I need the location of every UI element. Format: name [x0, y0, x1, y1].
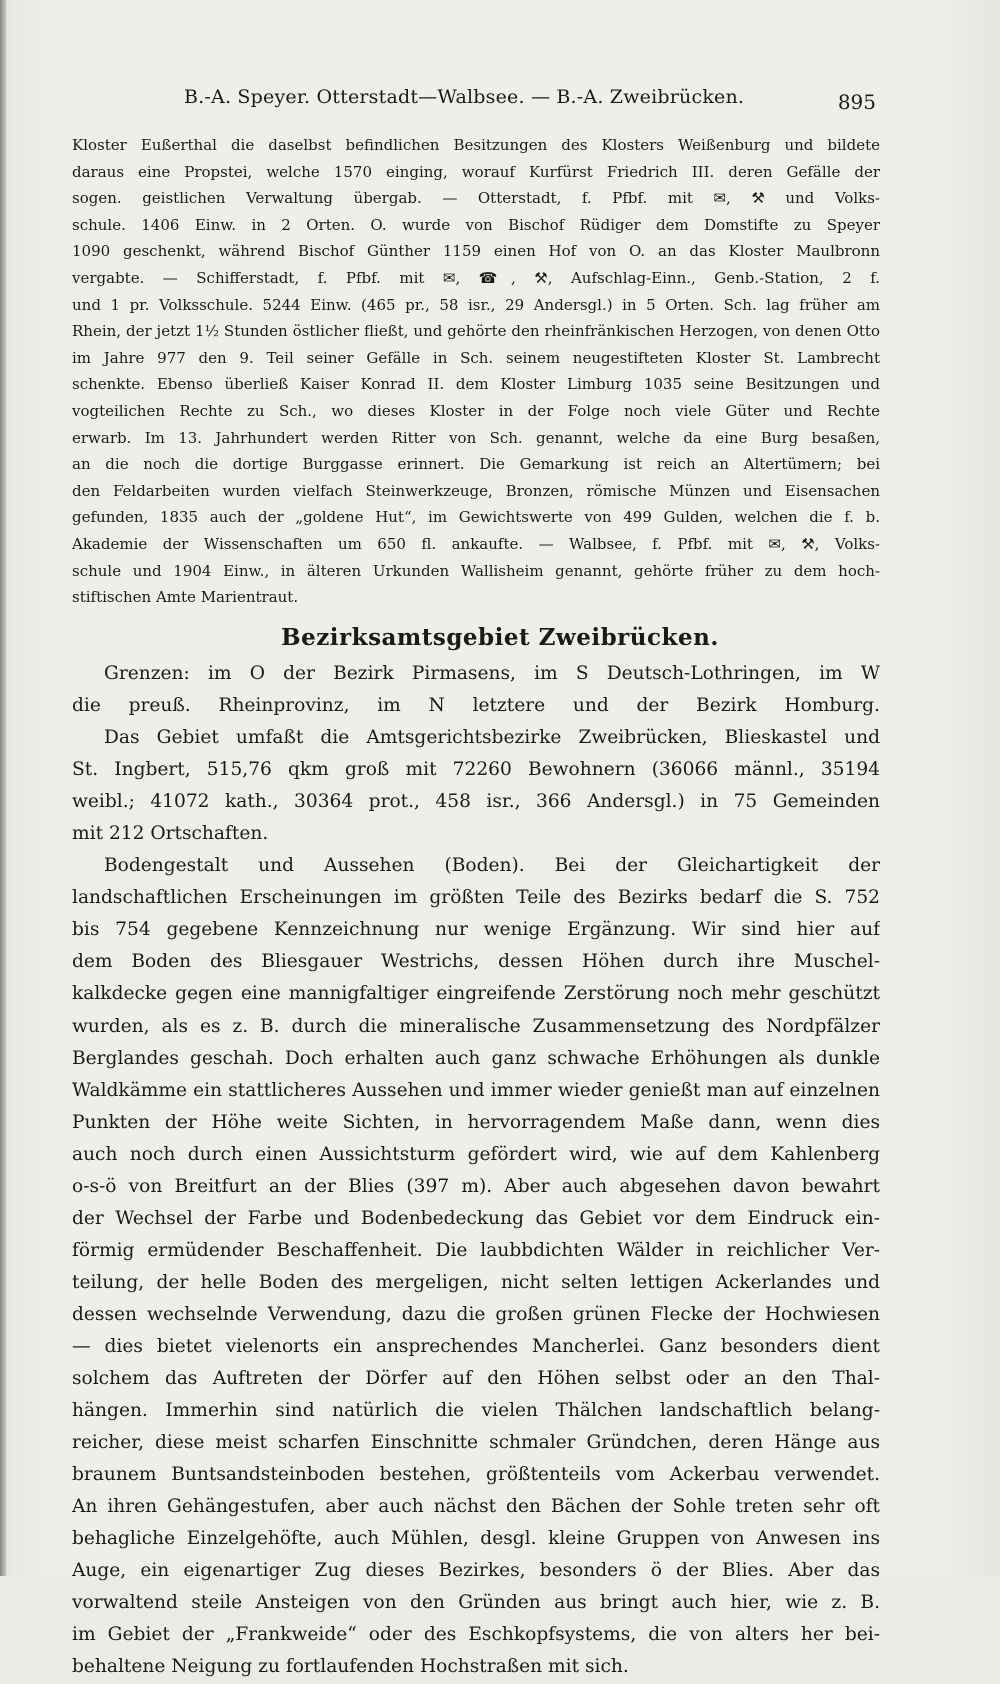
text-line: vogteilichen Rechte zu Sch., wo dieses Kloster in der Folge noch viele Güter und Rechte [72, 401, 880, 420]
text-line: Grenzen: im O der Bezirk Pirmasens, im S Deutsch-Lothringen, im W [104, 663, 880, 684]
text-line: und 1 pr. Volksschule. 5244 Einw. (465 pr., 58 isr., 29 Andersgl.) in 5 Orten. Sch. lag früher am [72, 295, 880, 314]
text-line: den Feldarbeiten wurden vielfach Steinwerkzeuge, Bronzen, römische Münzen und Eisensachen [72, 481, 880, 500]
text-line: weibl.; 41072 kath., 30364 prot., 458 isr., 366 Andersgl.) in 75 Gemeinden [72, 791, 880, 813]
text-line: schule. 1406 Einw. in 2 Orten. O. wurde von Bischof Rüdiger dem Domstifte zu Speyer [72, 215, 880, 234]
text-line: Waldkämme ein stattlicheres Aussehen und immer wieder genießt man auf einzelnen [72, 1079, 880, 1101]
text-line: Akademie der Wissenschaften um 650 fl. ankaufte. — Walbsee, f. Pfbf. mit ✉, ⚒, Volks- [72, 534, 880, 553]
text-line: im Jahre 977 den 9. Teil seiner Gefälle in Sch. seinem neugestifteten Kloster St. Lambrecht [72, 348, 880, 367]
text-line: An ihren Gehängestufen, aber auch nächst den Bächen der Sohle treten sehr oft [72, 1496, 880, 1518]
text-line: behagliche Einzelgehöfte, auch Mühlen, desgl. kleine Gruppen von Anwesen ins [72, 1528, 880, 1550]
text-line: reicher, diese meist scharfen Einschnitte schmaler Gründchen, deren Hänge aus [72, 1432, 880, 1454]
text-line: förmig ermüdender Beschaffenheit. Die laubbdichten Wälder in reichlicher Ver- [72, 1239, 880, 1261]
text-line: im Gebiet der „Frankweide“ oder des Eschkopfsystems, die von alters her bei- [72, 1624, 880, 1646]
text-line: o-s-ö von Breitfurt an der Blies (397 m). Aber auch abgesehen davon bewahrt [72, 1175, 880, 1197]
book-spine-shadow [0, 0, 6, 1576]
text-line: sogen. geistlichen Verwaltung übergab. — Otterstadt, f. Pfbf. mit ✉, ⚒ und Volks- [72, 189, 880, 208]
text-line: braunem Buntsandsteinboden bestehen, größtenteils vom Ackerbau verwendet. [72, 1464, 880, 1486]
text-line: hängen. Immerhin sind natürlich die vielen Thälchen landschaftlich belang- [72, 1400, 880, 1422]
text-line: Kloster Eußerthal die daselbst befindlichen Besitzungen des Klosters Weißenburg und bildete [72, 136, 880, 154]
text-line: teilung, der helle Boden des mergeligen, nicht selten lettigen Ackerlandes und [72, 1271, 880, 1293]
text-line: Das Gebiet umfaßt die Amtsgerichtsbezirke Zweibrücken, Blieskastel und [104, 727, 880, 749]
text-line: wurden, als es z. B. durch die mineralische Zusammensetzung des Nordpfälzer [72, 1015, 880, 1037]
text-line: bis 754 gegebene Kennzeichnung nur wenige Ergänzung. Wir sind hier auf [72, 919, 880, 941]
text-line: daraus eine Propstei, welche 1570 einging, worauf Kurfürst Friedrich III. deren Gefälle der [72, 162, 880, 181]
text-line: auch noch durch einen Aussichtsturm gefördert wird, wie auf dem Kahlenberg [72, 1143, 880, 1165]
running-header: B.-A. Speyer. Otterstadt—Walbsee. — B.-A. Zweibrücken. [184, 86, 745, 108]
text-line: mit 212 Ortschaften. [72, 823, 269, 845]
text-line: Berglandes geschah. Doch erhalten auch ganz schwache Erhöhungen als dunkle [72, 1047, 880, 1069]
previous-district-text [72, 132, 880, 611]
text-line: dem Boden des Bliesgauer Westrichs, dessen Höhen durch ihre Muschel- [72, 951, 880, 973]
text-line: schule und 1904 Einw., in älteren Urkunden Wallisheim genannt, gehörte früher zu dem hoch- [72, 561, 880, 580]
text-line: Bodengestalt und Aussehen (Boden). Bei der Gleichartigkeit der [104, 855, 880, 877]
text-line: erwarb. Im 13. Jahrhundert werden Ritter von Sch. genannt, welche da eine Burg besaßen, [72, 428, 880, 447]
section-heading: Bezirksamtsgebiet Zweibrücken. [281, 624, 719, 651]
text-line: an die noch die dortige Burggasse erinnert. Die Gemarkung ist reich an Altertümern; bei [72, 455, 880, 474]
text-line: vorwaltend steile Ansteigen von den Gründen aus bringt auch hier, wie z. B. [72, 1592, 880, 1614]
text-line: Auge, ein eigenartiger Zug dieses Bezirkes, besonders ö der Blies. Aber das [72, 1560, 880, 1582]
text-line: die preuß. Rheinprovinz, im N letztere und der Bezirk Homburg. [72, 695, 880, 717]
text-line: St. Ingbert, 515,76 qkm groß mit 72260 Bewohnern (36066 männl., 35194 [72, 759, 880, 781]
district-description-text [72, 658, 880, 1684]
text-line: landschaftlichen Erscheinungen im größten Teile des Bezirks bedarf die S. 752 [72, 887, 880, 909]
text-line: Punkten der Höhe weite Sichten, in hervorragendem Maße dann, wenn dies [72, 1111, 880, 1133]
text-line: — dies bietet vielenorts ein ansprechendes Mancherlei. Ganz besonders dient [72, 1335, 880, 1357]
text-line: stiftischen Amte Marientraut. [72, 588, 299, 607]
text-line: schenkte. Ebenso überließ Kaiser Konrad II. dem Kloster Limburg 1035 seine Besitzungen und [72, 375, 880, 394]
text-line: kalkdecke gegen eine mannigfaltiger eingreifende Zerstörung noch mehr geschützt [72, 983, 880, 1005]
text-line: gefunden, 1835 auch der „goldene Hut“, im Gewichtswerte von 499 Gulden, welchen die f. b. [72, 508, 880, 527]
text-line: der Wechsel der Farbe und Bodenbedeckung das Gebiet vor dem Eindruck ein- [72, 1207, 880, 1229]
text-line: solchem das Auftreten der Dörfer auf den Höhen selbst oder an den Thal- [72, 1368, 880, 1390]
text-line: vergabte. — Schifferstadt, f. Pfbf. mit ✉, ☎, ⚒, Aufschlag-Einn., Genb.-Station, 2 f. [72, 268, 880, 287]
text-line: Rhein, der jetzt 1½ Stunden östlicher fließt, und gehörte den rheinfränkischen Herzogen, von denen Otto [72, 322, 880, 341]
text-line: behaltene Neigung zu fortlaufenden Hochstraßen mit sich. [72, 1656, 629, 1678]
page-number: 895 [837, 90, 876, 114]
text-line: dessen wechselnde Verwendung, dazu die großen grünen Flecke der Hochwiesen [72, 1303, 880, 1325]
text-line: 1090 geschenkt, während Bischof Günther 1159 einen Hof von O. an das Kloster Maulbronn [72, 242, 880, 261]
